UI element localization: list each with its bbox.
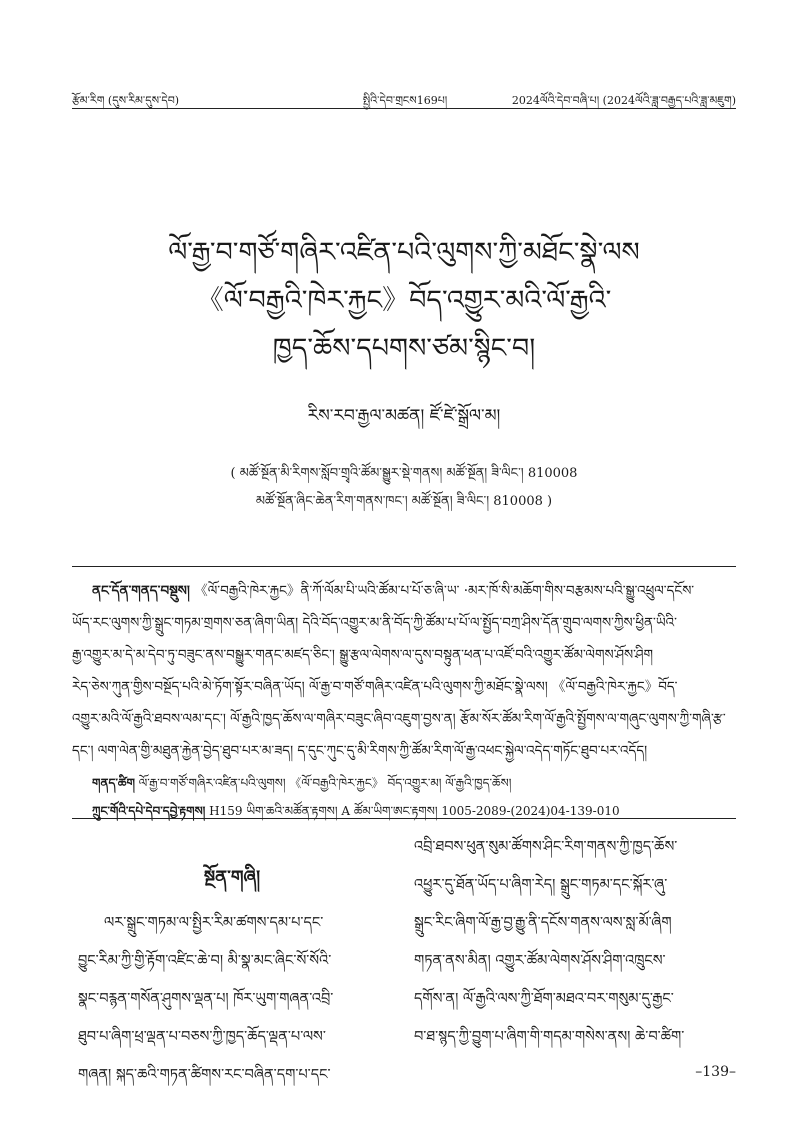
- abstract-bottom-rule: [72, 818, 736, 819]
- body-text-line: འབྲི་ཐབས་ཕུན་སུམ་ཚོགས་ཤིང་རིག་གནས་ཀྱི་ཁྱད་ཆོས་: [414, 839, 678, 855]
- body-text-line: བ་ཐ་སྙད་ཀྱི་བྱུག་པ་ཞིག་གི་གདམ་གསེས་ནས། ཆེ་བ་ཚིག་: [414, 1029, 685, 1045]
- page-number: –139–: [695, 1064, 736, 1080]
- keywords-label: གནད་ཚིག: [92, 776, 135, 790]
- keywords-text: ལོ་རྒྱ་བ་གཙོ་གཞིར་འཛིན་པའི་ལུགས། 《ལོ་བརྒྱའི་ཁེར་རྐྱང》 བོད་འགྱུར་མ། ལོ་རྒྱའི་ཁྱད་ཆོས།: [138, 776, 512, 790]
- classification-line: [92, 798, 732, 832]
- affiliation-line: མཚོ་སྔོན་ཞིང་ཆེན་རིག་གནས་ཁང་། མཚོ་སྔོན། ཟི་ལིང་། 810008 ): [255, 494, 553, 509]
- body-text-line: དགོས་ན། ལོ་རྒྱའི་ལས་ཀྱི་ཐོག་མཐའ་བར་གསུམ་དུ་རྒྱང་: [414, 991, 674, 1007]
- abstract-line: རེད་ཅེས་ཀུན་གྱིས་བསྔོད་པའི་མེ་ཏོག་སྟོར་བཞིན་ཡོད། ལོ་རྒྱ་བ་གཙོ་གཞིར་འཛིན་པའི་ལུགས་ཀྱི་མཐོང་སྣེ་ལས། 《ལོ་བརྒྱའི་ཁེར་རྐྱང》བོད་: [72, 679, 678, 695]
- abstract-label: ནང་དོན་གནད་བསྡུས།: [92, 583, 190, 599]
- affiliation-line: ( མཚོ་སྔོན་མི་རིགས་སློབ་གྲྭའི་ཚོམ་སྒྱུར་སྡེ་གནས། མཚོ་སྔོན། ཟི་ལིང་། 810008: [230, 466, 578, 481]
- header-issue-number: སྤྱིའི་དེབ་གྲངས169པ།: [362, 94, 448, 107]
- body-text-line: གཞན། སྐད་ཆའི་གཏན་ཚིགས་རང་བཞིན་དག་པ་དང་: [78, 1067, 331, 1083]
- header-rule: [72, 108, 736, 109]
- abstract-line: རྒྱ་འགྱུར་མ་དེ་མ་དེབ་ཏུ་བཟུང་ནས་བསྒྱུར་གནང་མཛད་ཅིང་། སྒྱུ་རྩལ་ལེགས་ལ་དུས་བསྟུན་ཕན་པ་འཛོ་བའི་འགྱུར་ཚོམ་ལེགས་ཤོས་ཤིག: [72, 647, 654, 663]
- abstract-line: དང་། ལག་ལེན་གྱི་མཐུན་རྐྱེན་བྱེད་ཐུབ་པར་མ་ཟད། ད་དུང་ཀུང་དུ་མི་རིགས་ཀྱི་ཚོམ་རིག་ལོ་རྒྱ་འཕང་སྐྱེལ་འདེད་གཏོང་ཐུབ་པར་འདོད།: [72, 743, 648, 759]
- article-title-line-1: ལོ་རྒྱ་བ་གཙོ་གཞིར་འཛིན་པའི་ལུགས་ཀྱི་མཐོང་སྣེ་ལས: [168, 237, 640, 268]
- article-title-line-3: ཁྱད་ཆོས་དཔགས་ཙམ་སྙིང་བ།: [272, 333, 536, 364]
- abstract-text: 《ལོ་བརྒྱའི་ཁེར་རྐྱང》ནི་ཀོ་ལོམ་པི་ཡའི་ཚོམ་པ་པོ་ཅ་ཞི་ཡ་ ·མར་ཁོ་སི་མཆོག་གིས་བརྩམས་པའི་སྒྱུ་འཕྲུལ་དངོས་: [194, 583, 695, 599]
- abstract-top-rule: [72, 566, 736, 567]
- body-text-line: འཕྱུར་དུ་ཐོན་ཡོད་པ་ཞིག་རེད། སྒྲུང་གཏམ་དང་སྐོར་ཞུ་: [414, 877, 668, 893]
- article-title-line-2: 《ལོ་བརྒྱའི་ཁེར་རྐྱང》བོད་འགྱུར་མའི་ལོ་རྒྱའི་: [196, 285, 612, 316]
- body-text-line: གཏན་ནས་མིན། འགྱུར་ཚོམ་ལེགས་ཤོས་ཤིག་འཁྲུངས་: [414, 953, 666, 969]
- classification-label: ཀྲུང་གོའི་དཔེ་དེབ་དབྱེ་རྟགས།: [92, 804, 206, 818]
- header-journal-name: རྩོམ་རིག (དུས་རིམ་དུས་དེབ): [72, 94, 180, 107]
- abstract-line: འགྱུར་མའི་ལོ་རྒྱའི་ཐབས་ལམ་དང་། ལོ་རྒྱའི་ཁྱད་ཆོས་ལ་གཞིར་བཟུང་ཞིབ་འཇུག་བྱས་ན། རྩོམ་སོར་ཚོམ་རིག་ལོ་རྒྱའི་སྤྱོགས་ལ་གཞུང་ལུགས་ཀྱི་གཞི་རྩ་: [72, 711, 726, 727]
- author-names: རིས་རབ་རྒྱལ་མཚན། ཛོ་ཛེ་སྒྲོལ་མ།: [307, 406, 501, 426]
- section-heading: སྔོན་གཞི།: [203, 867, 261, 888]
- body-text-line: སྒྲུང་རིང་ཞིག་ལོ་རྒྱ་བྱ་རྒྱུ་ནི་དངོས་གནས་ལས་སླ་མོ་ཞིག: [414, 915, 672, 931]
- body-text-line: སྣང་བརྙན་གསོན་ཤུགས་ལྡན་པ། ཁོར་ཡུག་གཞན་འབྲི་: [78, 991, 334, 1007]
- header-issue-date: 2024ལོའི་དེབ་བཞི་པ། (2024ལོའི་ཟླ་བརྒྱད་པའི་ཟླ་མཇུག): [511, 94, 736, 107]
- body-text-line: ལར་སྒྲུང་གཏམ་ལ་སྤྱིར་རིམ་ཚགས་དམ་པ་དང་: [104, 915, 324, 931]
- body-text-line: བྱུང་རིམ་ཀྱི་གྱི་རྟོག་འཛིང་ཆེ་བ། མི་སྣ་མང་ཞིང་སོ་སོའི་: [78, 953, 332, 969]
- classification-text: H159 ཡིག་ཆའི་མཚོན་རྟགས། A ཚོམ་ཡིག་ཨང་རྟགས། 1005-2089-(2024)04-139-010: [209, 804, 620, 818]
- abstract-line: ཡོད་རང་ལུགས་ཀྱི་སྒྲུང་གཏམ་གྲགས་ཅན་ཞིག་ཡིན། དེའི་བོད་འགྱུར་མ་ནི་བོད་ཀྱི་ཚོམ་པ་པོ་ལ་སྤྱོད་བཀྲ་ཤིས་དོན་གྲུབ་ལགས་ཀྱིས་ཕྱིན་ཡིའི་: [72, 615, 678, 631]
- body-text-line: ཐུབ་པ་ཞིག་ཕྲ་ལྡན་པ་བཅས་ཀྱི་ཁྱད་ཆོད་ལྡན་པ་ལས་: [78, 1029, 326, 1045]
